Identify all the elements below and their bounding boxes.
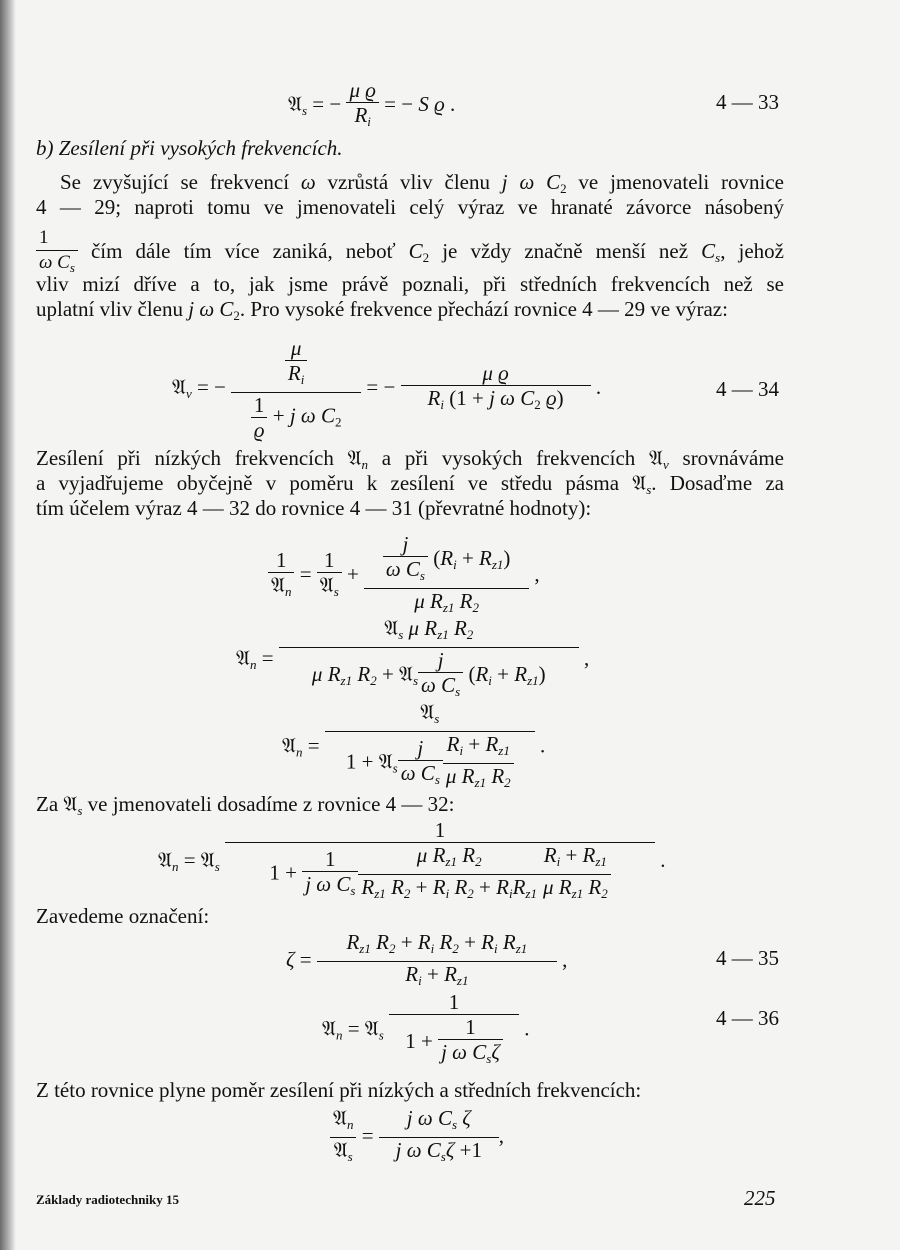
paragraph-line: Se zvyšující se frekvencí ω vzrůstá vliv členu j ω $C_2$ ve jmenovateli rovnice <box>60 170 784 196</box>
equation-gain-ratio: $\frac{𝔄_n}{𝔄_s}$ = $\frac{j \omega C_s \zeta}{j \omega C_s\zeta +1}$ , <box>330 1106 504 1169</box>
footer-book-title: Základy radiotechniky 15 <box>36 1192 180 1207</box>
equation-4-36: 𝔄$_n$ = 𝔄$_s$ 1 1 + $\frac{1}{j \omega C_s\zeta}$ . <box>322 990 530 1071</box>
equation-gain-substituted: 𝔄$_n$ = 𝔄$_s$ 1 1 + $\frac{1}{j \omega C_s}$ $\frac{\mu R_{z1} R_2}{R_{z1} R_2 + R_i R_2 + R_iR_{z1}}$ $\frac{R_i + R_{z1}}{\mu R_{z1} R_2}$ . <box>158 818 666 906</box>
equation-4-33: 𝔄$_s$ = − $\frac{\text{μ ϱ}}{R_i}$ = − S ϱ . <box>288 78 455 134</box>
paragraph-line: uplatní vliv členu j ω $C_2$. Pro vysoké frekvence přechází rovnice 4 — 29 ve výraz: <box>36 297 728 323</box>
equation-number: 4 — 35 <box>716 946 779 970</box>
paragraph-line: a vyjadřujeme obyčejně v poměru k zesílení ve středu pásma 𝔄$_s$. Dosaďme za <box>36 471 784 497</box>
paragraph-line: tím účelem výraz 4 — 32 do rovnice 4 — 31 (převratné hodnoty): <box>36 496 592 520</box>
equation-gain-low-normalized: 𝔄$_n$ = 𝔄$_s$ 1 + 𝔄$_s$ $\frac{j}{\omega C_s}$ $\frac{R_i + R_{z1}}{\mu R_{z1} R_2}$ . <box>282 700 545 795</box>
paragraph-line: Zesílení při nízkých frekvencích 𝔄$_n$ a při vysokých frekvencích 𝔄$_v$ srovnáváme <box>36 446 784 472</box>
paragraph-line: 4 — 29; naproti tomu ve jmenovateli celý výraz ve hranaté závorce násobený <box>36 195 784 219</box>
equation-number: 4 — 33 <box>716 90 779 114</box>
paragraph-line: Z této rovnice plyne poměr zesílení při nízkých a středních frekvencích: <box>36 1078 642 1102</box>
equation-4-34: 𝔄$_v$ = − $\frac{\mu}{R_i}$ $\frac{1}{ϱ}$ + j ω $C_2$ = − $\frac{\text{μ ϱ}}{R_i (1 + j \omega C_2 ϱ)}$ . <box>172 336 602 442</box>
paragraph-line: vliv mizí dříve a to, jak jsme právě poznali, při středních frekvencích než se <box>36 272 784 296</box>
equation-4-35: ζ = $\frac{R_{z1} R_2 + R_i R_2 + R_i R_{z1}}{R_i + R_{z1}}$ , <box>286 930 567 993</box>
paragraph-line: $\frac{1}{\omega C_s}$ čím dále tím více zaniká, neboť $C_2$ je vždy značně menší než $C_s$, jehož <box>36 226 784 280</box>
paragraph-line: Zavedeme označení: <box>36 904 210 928</box>
equation-number: 4 — 36 <box>716 1006 779 1030</box>
equation-gain-low: 𝔄$_n$ = 𝔄$_s$ μ $R_{z1}$ $R_2$ μ $R_{z1}$ $R_2$ + 𝔄$_s$ $\frac{j}{\omega C_s}$ $(R_i + R_{z1})$ , <box>236 616 589 704</box>
equation-number: 4 — 34 <box>716 377 779 401</box>
paragraph-line: Za 𝔄$_s$ ve jmenovateli dosadíme z rovnice 4 — 32: <box>36 792 455 818</box>
page-number: 225 <box>744 1186 776 1210</box>
section-heading: b) Zesílení při vysokých frekvencích. <box>36 136 343 160</box>
equation-reciprocal: $\frac{1}{𝔄_n}$ = $\frac{1}{𝔄_s}$ + $\frac{j}{\omega C_s}$ $(R_i + R_{z1})$ μ $R_{z1}$ $R_2$ , <box>268 532 540 620</box>
page-binding-shadow <box>0 0 16 1250</box>
